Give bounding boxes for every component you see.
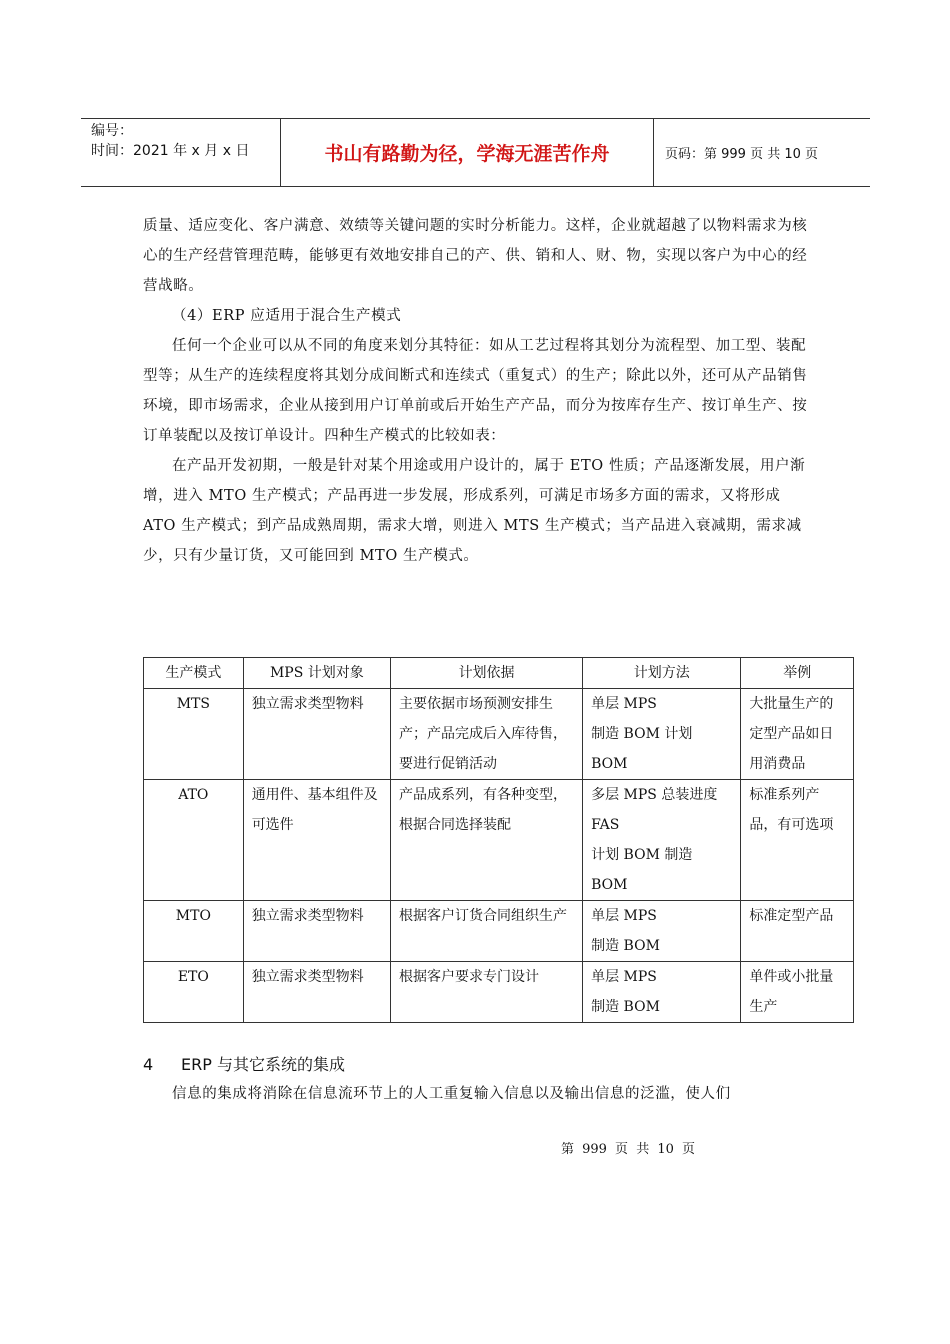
table-header-cell: 计划依据 — [391, 658, 583, 689]
page-footer: 第 999 页 共 10 页 — [560, 1142, 696, 1157]
table-row — [144, 962, 854, 1023]
paragraph: 在产品开发初期，一般是针对某个用途或用户设计的，属于 ETO 性质；产品逐渐发展，用户渐增，进入 MTO 生产模式；产品再进一步发展，形成系列，可满足市场多方面的需求，又将形成 ATO 生产模式；到产品成熟周期，需求大增，则进入 MTS 生产模式；当产品进入衰减期，需求减少，只有少量订货，又可能回到 MTO 生产模式。 — [143, 458, 806, 564]
time-label: 时间：2021 年 x 月 x 日 — [91, 143, 250, 159]
table-header-cell: 生产模式 — [144, 658, 244, 689]
section-number: 4 — [143, 1055, 154, 1074]
serial-label: 编号： — [91, 123, 133, 139]
table-cell: 独立需求类型物料 — [243, 901, 390, 962]
paragraph-heading: （4）ERP 应适用于混合生产模式 — [172, 308, 402, 324]
table-header-cell: 计划方法 — [583, 658, 741, 689]
table-row — [144, 689, 854, 780]
table-cell: 单层 MPS 制造 BOM 计划 BOM — [583, 689, 741, 780]
table-cell: 独立需求类型物料 — [243, 962, 390, 1023]
table-cell: 标准定型产品 — [741, 901, 854, 962]
header-page-code: 页码：第 999 页 共 10 页 — [665, 147, 819, 162]
table-cell: 标准系列产品，有可选项 — [741, 780, 854, 901]
table-cell: MTO — [144, 901, 244, 962]
header-motto: 书山有路勤为径，学海无涯苦作舟 — [281, 119, 654, 186]
table-cell: 多层 MPS 总装进度 FAS 计划 BOM 制造 BOM — [583, 780, 741, 901]
table-cell: 根据客户要求专门设计 — [391, 962, 583, 1023]
table-cell: ATO — [144, 780, 244, 901]
section-paragraph: 信息的集成将消除在信息流环节上的人工重复输入信息以及输出信息的泛滥，使人们 — [172, 1086, 731, 1102]
table-header-row — [144, 658, 854, 689]
table-header-cell: MPS 计划对象 — [243, 658, 390, 689]
table-cell: ETO — [144, 962, 244, 1023]
table-cell: MTS — [144, 689, 244, 780]
body-text — [143, 211, 813, 571]
header-meta — [81, 119, 281, 186]
table-row — [144, 780, 854, 901]
page-header — [81, 118, 870, 187]
table-cell: 大批量生产的定型产品如日用消费品 — [741, 689, 854, 780]
production-mode-table — [143, 657, 854, 1023]
table-cell: 主要依据市场预测安排生产；产品完成后入库待售，要进行促销活动 — [391, 689, 583, 780]
table-cell: 单件或小批量生产 — [741, 962, 854, 1023]
table-cell: 产品成系列，有各种变型，根据合同选择装配 — [391, 780, 583, 901]
table-cell: 根据客户订货合同组织生产 — [391, 901, 583, 962]
table-cell: 独立需求类型物料 — [243, 689, 390, 780]
paragraph: 任何一个企业可以从不同的角度来划分其特征：如从工艺过程将其划分为流程型、加工型、装配型等；从生产的连续程度将其划分成间断式和连续式（重复式）的生产；除此以外，还可从产品销售环境，即市场需求，企业从接到用户订单前或后开始生产产品，而分为按库存生产、按订单生产、按订单装配以及按订单设计。四种生产模式的比较如表： — [143, 338, 808, 444]
table-cell: 单层 MPS 制造 BOM — [583, 962, 741, 1023]
table-cell: 通用件、基本组件及可选件 — [243, 780, 390, 901]
table-row — [144, 901, 854, 962]
section-title: ERP 与其它系统的集成 — [181, 1055, 345, 1074]
table-cell: 单层 MPS 制造 BOM — [583, 901, 741, 962]
paragraph: 质量、适应变化、客户满意、效绩等关键问题的实时分析能力。这样，企业就超越了以物料需求为核心的生产经营管理范畴，能够更有效地安排自己的产、供、销和人、财、物，实现以客户为中心的经营战略。 — [143, 218, 808, 294]
table-header-cell: 举例 — [741, 658, 854, 689]
section-heading — [143, 1052, 345, 1075]
